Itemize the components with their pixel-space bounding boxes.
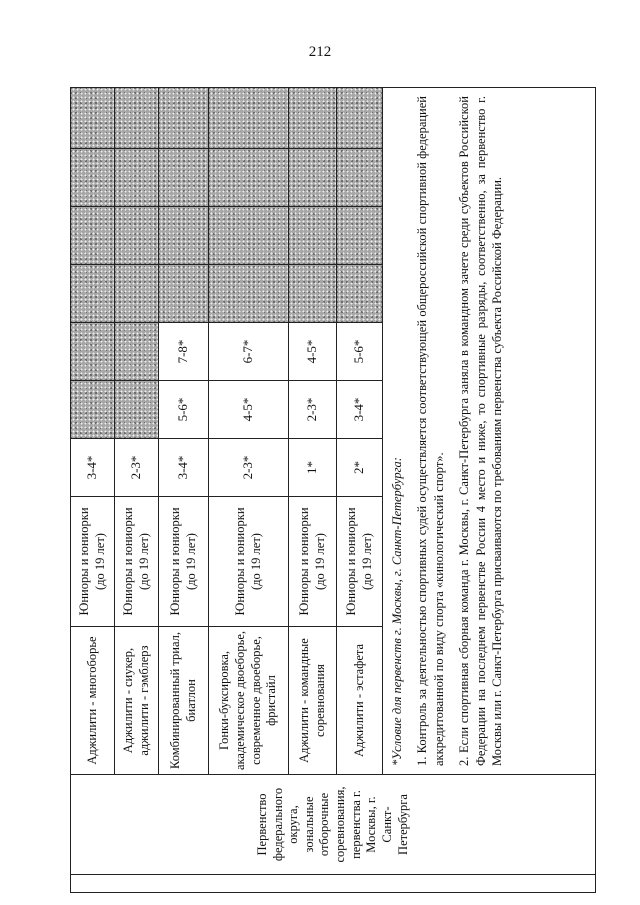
place-cell: 4-5* xyxy=(209,381,289,439)
shaded-cell xyxy=(159,265,209,323)
shaded-cell xyxy=(209,207,289,265)
shaded-cell xyxy=(289,88,337,149)
left-margin-cell xyxy=(71,875,596,893)
shaded-cell xyxy=(289,207,337,265)
discipline-cell: Гонки-буксировка, академическое двоеборье, современное двоеборье, фристайл xyxy=(209,627,289,775)
place-cell: 7-8* xyxy=(159,323,209,381)
place-cell: 3-4* xyxy=(159,439,209,497)
age-group-cell: Юниоры и юниорки (до 19 лет) xyxy=(209,497,289,627)
table-row xyxy=(115,88,159,893)
shaded-cell xyxy=(159,149,209,207)
shaded-cell xyxy=(71,88,115,149)
age-group-cell: Юниоры и юниорки (до 19 лет) xyxy=(289,497,337,627)
shaded-cell xyxy=(209,88,289,149)
shaded-cell xyxy=(337,265,383,323)
place-cell: 6-7* xyxy=(209,323,289,381)
discipline-cell: Комбинированный триал, биатлон xyxy=(159,627,209,775)
shaded-cell xyxy=(209,265,289,323)
discipline-cell: Аджилити - сиукер, аджилити - гэмблерз xyxy=(115,627,159,775)
shaded-cell xyxy=(115,323,159,381)
shaded-cell xyxy=(159,88,209,149)
condition-title: *Условие для первенств г. Москвы, г. Санкт-Петербурга: xyxy=(390,457,404,766)
note-item-2: 2. Если спортивная сборная команда г. Москвы, г. Санкт-Петербурга заняла в командном зачете среди субъектов Российской Федерации на последнем первенстве России 4 место и ниже, то спортивные разряды, соответственно, за первенство г. Москвы или г. Санкт-Петербурга присваиваются по требованиям первенства субъекта Российской Федерации. xyxy=(456,96,505,766)
shaded-cell xyxy=(115,265,159,323)
age-group-cell: Юниоры и юниорки (до 19 лет) xyxy=(115,497,159,627)
place-cell: 3-4* xyxy=(71,439,115,497)
section-label: Первенство федерального округа, зональные отборочные соревнования, первенства г. Москвы, г. Санкт-Петербурга xyxy=(71,775,596,875)
shaded-cell xyxy=(209,149,289,207)
table-row xyxy=(289,88,337,893)
shaded-cell xyxy=(289,265,337,323)
place-cell: 4-5* xyxy=(289,323,337,381)
shaded-cell xyxy=(337,207,383,265)
shaded-cell xyxy=(71,149,115,207)
table-row xyxy=(159,88,209,893)
discipline-cell: Аджилити - командные соревнования xyxy=(289,627,337,775)
shaded-cell xyxy=(115,207,159,265)
notes-row xyxy=(383,88,596,893)
note-item-1: 1. Контроль за деятельностью спортивных судей осуществляется соответствующей общероссийской спортивной федерацией аккредитованной по виду спорта «кинологический спорт». xyxy=(414,96,446,766)
shaded-cell xyxy=(337,88,383,149)
place-cell: 2* xyxy=(337,439,383,497)
sport-ranks-table xyxy=(70,87,596,893)
age-group-cell: Юниоры и юниорки (до 19 лет) xyxy=(71,497,115,627)
shaded-cell xyxy=(71,207,115,265)
place-cell: 5-6* xyxy=(337,323,383,381)
discipline-cell: Аджилити - эстафета xyxy=(337,627,383,775)
place-cell: 2-3* xyxy=(115,439,159,497)
age-group-cell: Юниоры и юниорки (до 19 лет) xyxy=(337,497,383,627)
shaded-cell xyxy=(115,88,159,149)
shaded-cell xyxy=(71,323,115,381)
discipline-cell: Аджилити - многоборье xyxy=(71,627,115,775)
shaded-cell xyxy=(115,149,159,207)
shaded-cell xyxy=(337,149,383,207)
place-cell: 2-3* xyxy=(209,439,289,497)
shaded-cell xyxy=(71,381,115,439)
table-row xyxy=(337,88,383,893)
place-cell: 3-4* xyxy=(337,381,383,439)
shaded-cell xyxy=(289,149,337,207)
place-cell: 2-3* xyxy=(289,381,337,439)
shaded-cell xyxy=(115,381,159,439)
shaded-cell xyxy=(159,207,209,265)
place-cell: 5-6* xyxy=(159,381,209,439)
table-row xyxy=(71,88,115,893)
notes-cell xyxy=(383,88,596,775)
rotated-table-sheet xyxy=(70,88,595,893)
shaded-cell xyxy=(71,265,115,323)
page-number: 212 xyxy=(308,44,332,60)
age-group-cell: Юниоры и юниорки (до 19 лет) xyxy=(159,497,209,627)
place-cell: 1* xyxy=(289,439,337,497)
table-row xyxy=(209,88,289,893)
